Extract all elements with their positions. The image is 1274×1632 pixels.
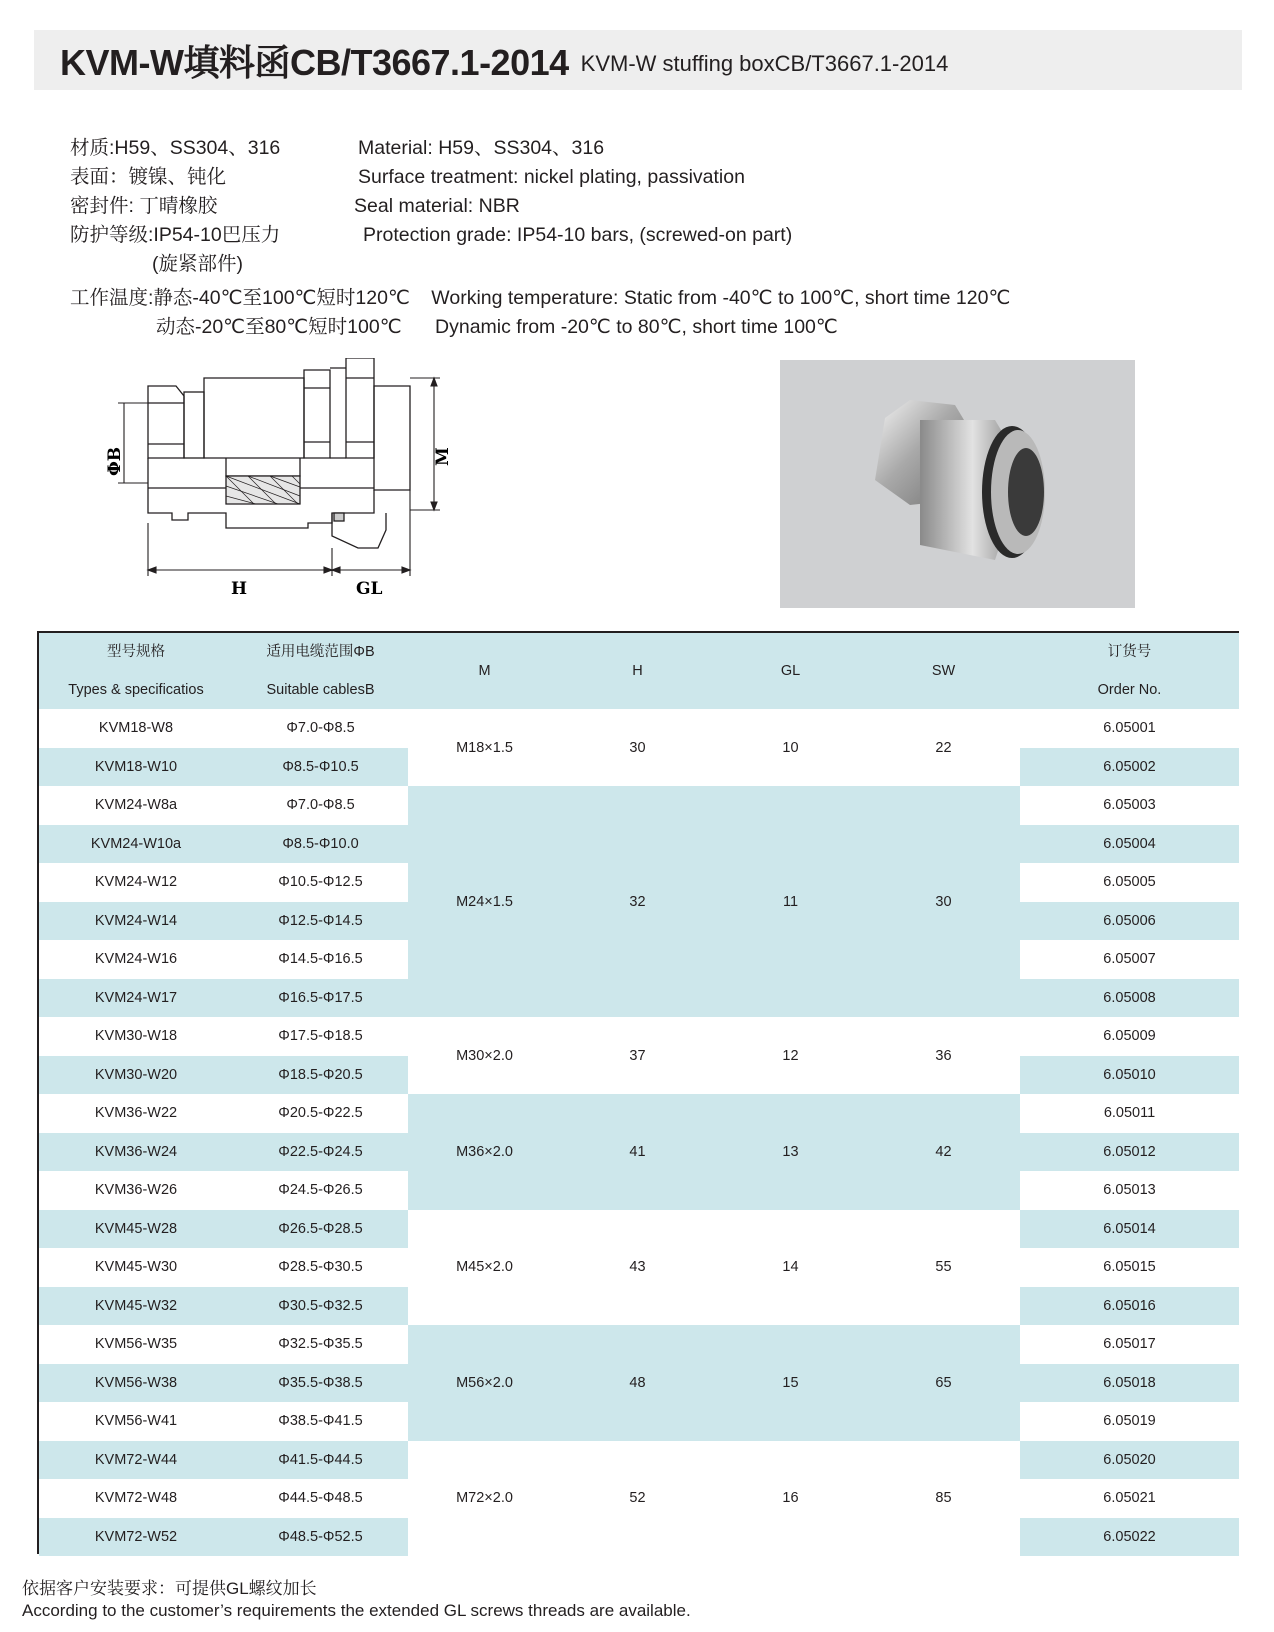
cell-h: 43 — [561, 1210, 714, 1326]
temp-row-static — [70, 282, 1010, 310]
cell-order: 6.05012 — [1020, 1133, 1239, 1172]
cell-type: KVM56-W38 — [39, 1364, 233, 1403]
drawing-label-b: ΦB — [105, 446, 125, 476]
cell-gl: 12 — [714, 1017, 867, 1094]
cell-gl: 10 — [714, 709, 867, 786]
footer-cn: 依据客户安装要求：可提供GL螺纹加长 — [22, 1579, 317, 1598]
table-header — [39, 633, 1239, 709]
cell-order: 6.05004 — [1020, 825, 1239, 864]
title-bar — [34, 30, 1242, 90]
cell-type: KVM30-W20 — [39, 1056, 233, 1095]
cell-type: KVM24-W16 — [39, 940, 233, 979]
cell-type: KVM24-W12 — [39, 863, 233, 902]
cell-order: 6.05017 — [1020, 1325, 1239, 1364]
cell-cable: Φ24.5-Φ26.5 — [233, 1171, 408, 1210]
cell-order: 6.05009 — [1020, 1017, 1239, 1056]
spec-en-seal: Seal material: NBR — [354, 195, 520, 217]
spec-cn-protection: 防护等级:IP54-10巴压力 — [70, 224, 281, 246]
spec-cn-seal: 密封件: 丁晴橡胶 — [70, 195, 218, 217]
cell-cable: Φ10.5-Φ12.5 — [233, 863, 408, 902]
spec-cn-surface: 表面：镀镍、钝化 — [70, 166, 227, 188]
cell-cable: Φ32.5-Φ35.5 — [233, 1325, 408, 1364]
cell-cable: Φ18.5-Φ20.5 — [233, 1056, 408, 1095]
cell-sw: 55 — [867, 1210, 1020, 1326]
spec-cn-material: 材质:H59、SS304、316 — [70, 137, 281, 159]
cell-order: 6.05018 — [1020, 1364, 1239, 1403]
cell-h: 32 — [561, 786, 714, 1017]
cell-order: 6.05022 — [1020, 1518, 1239, 1557]
cell-m: M56×2.0 — [408, 1325, 561, 1441]
drawing-label-m: M — [433, 447, 453, 466]
table-row — [39, 709, 1239, 748]
temp-cn-dynamic: 动态-20℃至80℃短时100℃ — [156, 316, 402, 338]
cell-m: M24×1.5 — [408, 786, 561, 1017]
header-m: M — [408, 633, 561, 709]
cell-order: 6.05013 — [1020, 1171, 1239, 1210]
product-photo — [780, 360, 1135, 608]
temp-en-static: Working temperature: Static from -40℃ to 100℃, short time 120℃ — [431, 287, 1011, 309]
table-row — [39, 1017, 1239, 1056]
cell-cable: Φ30.5-Φ32.5 — [233, 1287, 408, 1326]
cell-cable: Φ7.0-Φ8.5 — [233, 786, 408, 825]
cell-h: 37 — [561, 1017, 714, 1094]
header-sw: SW — [867, 633, 1020, 709]
cell-cable: Φ22.5-Φ24.5 — [233, 1133, 408, 1172]
cell-sw: 65 — [867, 1325, 1020, 1441]
cell-cable: Φ8.5-Φ10.5 — [233, 748, 408, 787]
cell-cable: Φ48.5-Φ52.5 — [233, 1518, 408, 1557]
temp-row-dynamic — [156, 311, 838, 339]
footer-note — [22, 1578, 691, 1622]
cell-type: KVM24-W10a — [39, 825, 233, 864]
cell-h: 30 — [561, 709, 714, 786]
spec-en-surface: Surface treatment: nickel plating, passivation — [358, 166, 745, 188]
cell-sw: 30 — [867, 786, 1020, 1017]
header-cable: 适用电缆范围ΦB Suitable cablesB — [233, 633, 408, 709]
cell-sw: 85 — [867, 1441, 1020, 1557]
cell-order: 6.05006 — [1020, 902, 1239, 941]
cell-cable: Φ41.5-Φ44.5 — [233, 1441, 408, 1480]
table-row — [39, 1210, 1239, 1249]
cell-sw: 36 — [867, 1017, 1020, 1094]
cell-order: 6.05001 — [1020, 709, 1239, 748]
cell-order: 6.05014 — [1020, 1210, 1239, 1249]
cell-order: 6.05007 — [1020, 940, 1239, 979]
cell-type: KVM24-W14 — [39, 902, 233, 941]
cell-cable: Φ26.5-Φ28.5 — [233, 1210, 408, 1249]
cell-type: KVM30-W18 — [39, 1017, 233, 1056]
header-h: H — [561, 633, 714, 709]
page-subtitle: KVM-W stuffing boxCB/T3667.1-2014 — [580, 51, 949, 76]
cell-order: 6.05002 — [1020, 748, 1239, 787]
cell-order: 6.05015 — [1020, 1248, 1239, 1287]
cell-cable: Φ8.5-Φ10.0 — [233, 825, 408, 864]
temp-cn-static: 工作温度:静态-40℃至100℃短时120℃ — [70, 287, 410, 309]
drawing-seal — [184, 392, 204, 458]
cell-h: 48 — [561, 1325, 714, 1441]
footer-en: According to the customer’s requirements the extended GL screws threads are available. — [22, 1601, 691, 1620]
cell-cable: Φ35.5-Φ38.5 — [233, 1364, 408, 1403]
cell-cable: Φ16.5-Φ17.5 — [233, 979, 408, 1018]
cell-order: 6.05019 — [1020, 1402, 1239, 1441]
cell-sw: 42 — [867, 1094, 1020, 1210]
cell-gl: 15 — [714, 1325, 867, 1441]
cell-type: KVM72-W44 — [39, 1441, 233, 1480]
cell-cable: Φ38.5-Φ41.5 — [233, 1402, 408, 1441]
table-row — [39, 1325, 1239, 1364]
drawing-hex-right — [346, 358, 374, 458]
cell-type: KVM36-W22 — [39, 1094, 233, 1133]
cell-cable: Φ17.5-Φ18.5 — [233, 1017, 408, 1056]
cell-m: M72×2.0 — [408, 1441, 561, 1557]
cell-h: 52 — [561, 1441, 714, 1557]
cell-order: 6.05021 — [1020, 1479, 1239, 1518]
spec-table — [37, 631, 1239, 1554]
cell-m: M45×2.0 — [408, 1210, 561, 1326]
cell-cable: Φ12.5-Φ14.5 — [233, 902, 408, 941]
cell-type: KVM18-W10 — [39, 748, 233, 787]
cell-order: 6.05016 — [1020, 1287, 1239, 1326]
specs-english — [354, 134, 793, 250]
cell-order: 6.05011 — [1020, 1094, 1239, 1133]
cell-gl: 16 — [714, 1441, 867, 1557]
cell-order: 6.05005 — [1020, 863, 1239, 902]
drawing-nut-left — [148, 386, 184, 458]
cell-order: 6.05020 — [1020, 1441, 1239, 1480]
cell-type: KVM24-W8a — [39, 786, 233, 825]
photo-bore — [1008, 448, 1044, 536]
cell-h: 41 — [561, 1094, 714, 1210]
cell-type: KVM72-W48 — [39, 1479, 233, 1518]
spec-en-material: Material: H59、SS304、316 — [358, 137, 605, 159]
cell-cable: Φ44.5-Φ48.5 — [233, 1479, 408, 1518]
header-type: 型号规格 Types & specificatios — [39, 633, 233, 709]
drawing-hex-left — [304, 370, 330, 458]
cell-order: 6.05010 — [1020, 1056, 1239, 1095]
drawing-label-gl: GL — [356, 579, 383, 599]
spec-cn-protection-note: (旋紧部件) — [152, 253, 243, 275]
cell-cable: Φ7.0-Φ8.5 — [233, 709, 408, 748]
cell-type: KVM36-W24 — [39, 1133, 233, 1172]
cell-m: M30×2.0 — [408, 1017, 561, 1094]
cell-type: KVM36-W26 — [39, 1171, 233, 1210]
table-row — [39, 1094, 1239, 1133]
specs-chinese — [70, 134, 280, 279]
page-title: KVM-W填料函CB/T3667.1-2014 — [60, 41, 569, 83]
header-order: 订货号 Order No. — [1020, 633, 1239, 709]
cell-order: 6.05003 — [1020, 786, 1239, 825]
cell-gl: 14 — [714, 1210, 867, 1326]
cell-type: KVM56-W41 — [39, 1402, 233, 1441]
cell-cable: Φ28.5-Φ30.5 — [233, 1248, 408, 1287]
table-row — [39, 1441, 1239, 1480]
cell-type: KVM24-W17 — [39, 979, 233, 1018]
drawing-body — [204, 378, 304, 458]
cell-type: KVM45-W28 — [39, 1210, 233, 1249]
cell-gl: 13 — [714, 1094, 867, 1210]
drawing-thread — [374, 386, 410, 490]
drawing-label-h: H — [231, 579, 248, 599]
cell-cable: Φ14.5-Φ16.5 — [233, 940, 408, 979]
cell-type: KVM45-W30 — [39, 1248, 233, 1287]
technical-drawing — [88, 358, 468, 608]
cell-type: KVM72-W52 — [39, 1518, 233, 1557]
header-gl: GL — [714, 633, 867, 709]
table-row — [39, 786, 1239, 825]
cell-type: KVM45-W32 — [39, 1287, 233, 1326]
temp-en-dynamic: Dynamic from -20℃ to 80℃, short time 100℃ — [435, 316, 838, 338]
cell-type: KVM18-W8 — [39, 709, 233, 748]
spec-en-protection: Protection grade: IP54-10 bars, (screwed-on part) — [363, 224, 793, 246]
cell-order: 6.05008 — [1020, 979, 1239, 1018]
cell-type: KVM56-W35 — [39, 1325, 233, 1364]
cell-cable: Φ20.5-Φ22.5 — [233, 1094, 408, 1133]
cell-m: M18×1.5 — [408, 709, 561, 786]
table-body — [39, 709, 1239, 1556]
cell-sw: 22 — [867, 709, 1020, 786]
cell-gl: 11 — [714, 786, 867, 1017]
cell-m: M36×2.0 — [408, 1094, 561, 1210]
